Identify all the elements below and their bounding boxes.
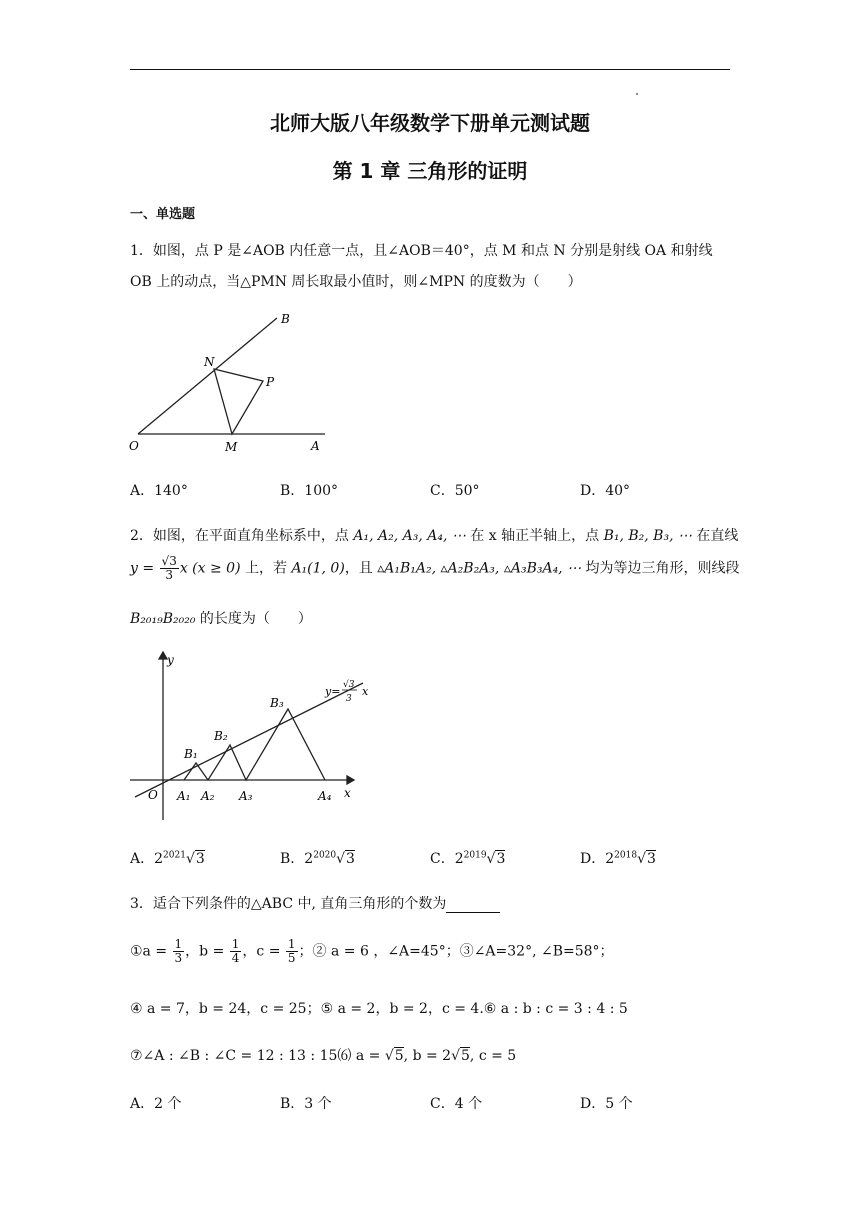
q2-option-b-exp: 2020: [313, 850, 337, 861]
q2-option-c-base: 2: [454, 851, 464, 867]
q2-line2-text2: ，且: [344, 560, 378, 577]
q3-option-a[interactable]: A．2 个: [130, 1096, 182, 1112]
label-line: y=: [325, 685, 341, 698]
q3-a-fraction: [173, 938, 185, 965]
q1-line1: 1．如图，点 P 是∠AOB 内任意一点，且∠AOB＝40°，点 M 和点 N 分别是射线 OA 和射线: [130, 243, 713, 259]
q2-eq-frac-den: 3: [165, 568, 173, 582]
q2-option-c[interactable]: C．$2^{2019}√3$: [430, 850, 506, 867]
label-b: B: [281, 312, 290, 326]
q1-option-a[interactable]: A．140°: [130, 483, 188, 499]
q2-option-a-exp: 2021: [163, 850, 186, 861]
label-a: A: [311, 439, 320, 453]
label-a2: A₂: [201, 789, 215, 803]
q3-line1: [130, 893, 500, 913]
q1-option-d[interactable]: D．40°: [580, 483, 631, 499]
q3-b-den: 4: [231, 951, 240, 965]
q1-figure: [125, 305, 355, 457]
q2-eq-fraction: [160, 555, 179, 582]
answer-blank[interactable]: [446, 898, 500, 913]
header-rule: [130, 69, 730, 70]
label-p: P: [266, 375, 275, 389]
q3-c1-post: ；② a = 6 ，∠A=45°；③∠A=32°, ∠B=58°；: [298, 943, 614, 960]
q3-condition-line1: [130, 938, 614, 965]
q2-option-b-base: 2: [304, 851, 314, 867]
ray-ob: [138, 318, 277, 434]
q2-line1: [130, 525, 738, 545]
q3-line4-rad2: 5: [461, 1048, 470, 1064]
q2-option-d-exp: 2018: [614, 850, 638, 861]
q1-line2: OB 上的动点，当△PMN 周长取最小值时，则∠MPN 的度数为（ ）: [130, 274, 582, 290]
q3-line4-rad1: 5: [394, 1048, 404, 1064]
q2-triangles: ▵A₁B₁A₂, ▵A₂B₂A₃, ▵A₃B₃A₄, ⋯: [377, 560, 582, 577]
q3-option-d[interactable]: D．5 个: [580, 1096, 633, 1112]
q2-option-c-letter: C．: [430, 851, 455, 867]
q2-line2: [130, 555, 740, 582]
q2-option-a-rad: 3: [195, 851, 205, 867]
q3-c-den: 5: [287, 951, 296, 965]
header-dot: [636, 93, 638, 95]
q2-line3: [130, 608, 312, 628]
q2-line3-text: 的长度为（ ）: [195, 611, 312, 627]
q2-option-d-rad: 3: [646, 851, 656, 867]
q3-c1-b-pre: ，b =: [185, 943, 229, 960]
q2-eq-rhs: x (x ≥ 0): [179, 560, 241, 577]
q2-option-d-base: 2: [605, 851, 615, 867]
q3-b-num: 1: [231, 937, 240, 951]
q2-option-b[interactable]: B．$2^{2020}√3$: [280, 850, 355, 867]
q2-line1-pre: 2．如图，在平面直角坐标系中，点: [130, 528, 354, 544]
label-m: M: [225, 440, 238, 454]
q2-points-b: B₁, B₂, B₃, ⋯: [603, 528, 692, 544]
label-x-axis: x: [344, 786, 351, 800]
q2-option-b-rad: 3: [346, 851, 355, 867]
q2-figure: [125, 645, 385, 825]
equilateral-triangles: [184, 709, 325, 780]
q2-option-c-rad: 3: [496, 851, 506, 867]
q3-line1-text: 3．适合下列条件的△ABC 中, 直角三角形的个数为: [130, 896, 447, 912]
label-line-den: 3: [346, 694, 352, 704]
q2-segment: B₂₀₁₉B₂₀₂₀: [130, 611, 196, 627]
label-b2: B₂: [214, 729, 228, 743]
q3-condition-line3: ⑦∠A : ∠B : ∠C = 12 : 13 : 15⑹ a = √5, b = 2√5, c = 5: [130, 1048, 517, 1064]
q2-line1-post: 在直线: [691, 528, 739, 544]
section-label: 一、单选题: [130, 207, 196, 222]
x-axis-arrow: [347, 776, 354, 784]
label-line-num: √3: [343, 680, 355, 690]
q2-option-d[interactable]: D．$2^{2018}√3$: [580, 850, 656, 867]
q2-option-a-letter: A．: [130, 851, 155, 867]
label-a3: A₃: [239, 789, 253, 803]
q3-b-fraction: [230, 938, 242, 965]
q3-line4-post: , c = 5: [469, 1048, 517, 1064]
q2-eq-lhs: y =: [130, 560, 159, 577]
triangle-pmn: [214, 369, 263, 434]
q3-c-fraction: [286, 938, 298, 965]
q3-line4-mid: , b = 2: [403, 1048, 452, 1064]
q3-option-b[interactable]: B．3 个: [280, 1096, 332, 1112]
q3-a-num: 1: [174, 937, 183, 951]
q2-eq-frac-num: √3: [161, 554, 177, 568]
q3-option-c[interactable]: C．4 个: [430, 1096, 483, 1112]
label-o: O: [129, 439, 139, 453]
q2-line2-text1: 上，若: [240, 560, 292, 577]
q2-line1-mid: 在 x 轴正半轴上，点: [465, 528, 604, 544]
q3-c1-pre: ①a =: [130, 943, 172, 960]
label-b1: B₁: [184, 747, 198, 761]
q2-line2-text3: 均为等边三角形，则线段: [581, 560, 740, 577]
q1-option-c[interactable]: C．50°: [430, 483, 480, 499]
label-n: N: [204, 355, 215, 369]
q2-option-a[interactable]: A．$2^{2021}√3$: [130, 850, 205, 867]
q1-option-b[interactable]: B．100°: [280, 483, 339, 499]
q2-point-a1: A₁(1, 0): [291, 560, 345, 577]
q2-option-b-letter: B．: [280, 851, 305, 867]
q2-option-c-exp: 2019: [463, 850, 487, 861]
label-origin: O: [148, 788, 158, 802]
label-a4: A₄: [318, 789, 332, 803]
q3-condition-line2: ④ a = 7，b = 24，c = 25；⑤ a = 2，b = 2，c = 4.⑥ a : b : c = 3 : 4 : 5: [130, 1001, 628, 1017]
chapter-title: 第 1 章 三角形的证明: [332, 159, 528, 183]
q3-line4-pre: ⑦∠A : ∠B : ∠C = 12 : 13 : 15⑹ a =: [130, 1048, 385, 1064]
q2-option-a-base: 2: [154, 851, 164, 867]
q3-c1-c-pre: ，c =: [242, 943, 285, 960]
q3-c-num: 1: [287, 937, 296, 951]
page-title: 北师大版八年级数学下册单元测试题: [270, 111, 590, 135]
label-y-axis: y: [167, 653, 174, 667]
label-a1: A₁: [177, 789, 191, 803]
q3-a-den: 3: [174, 951, 183, 965]
y-axis-arrow: [159, 652, 167, 659]
label-line-x: x: [362, 685, 369, 698]
label-b3: B₃: [270, 696, 284, 710]
q2-option-d-letter: D．: [580, 851, 606, 867]
q2-points-a: A₁, A₂, A₃, A₄, ⋯: [353, 528, 466, 544]
